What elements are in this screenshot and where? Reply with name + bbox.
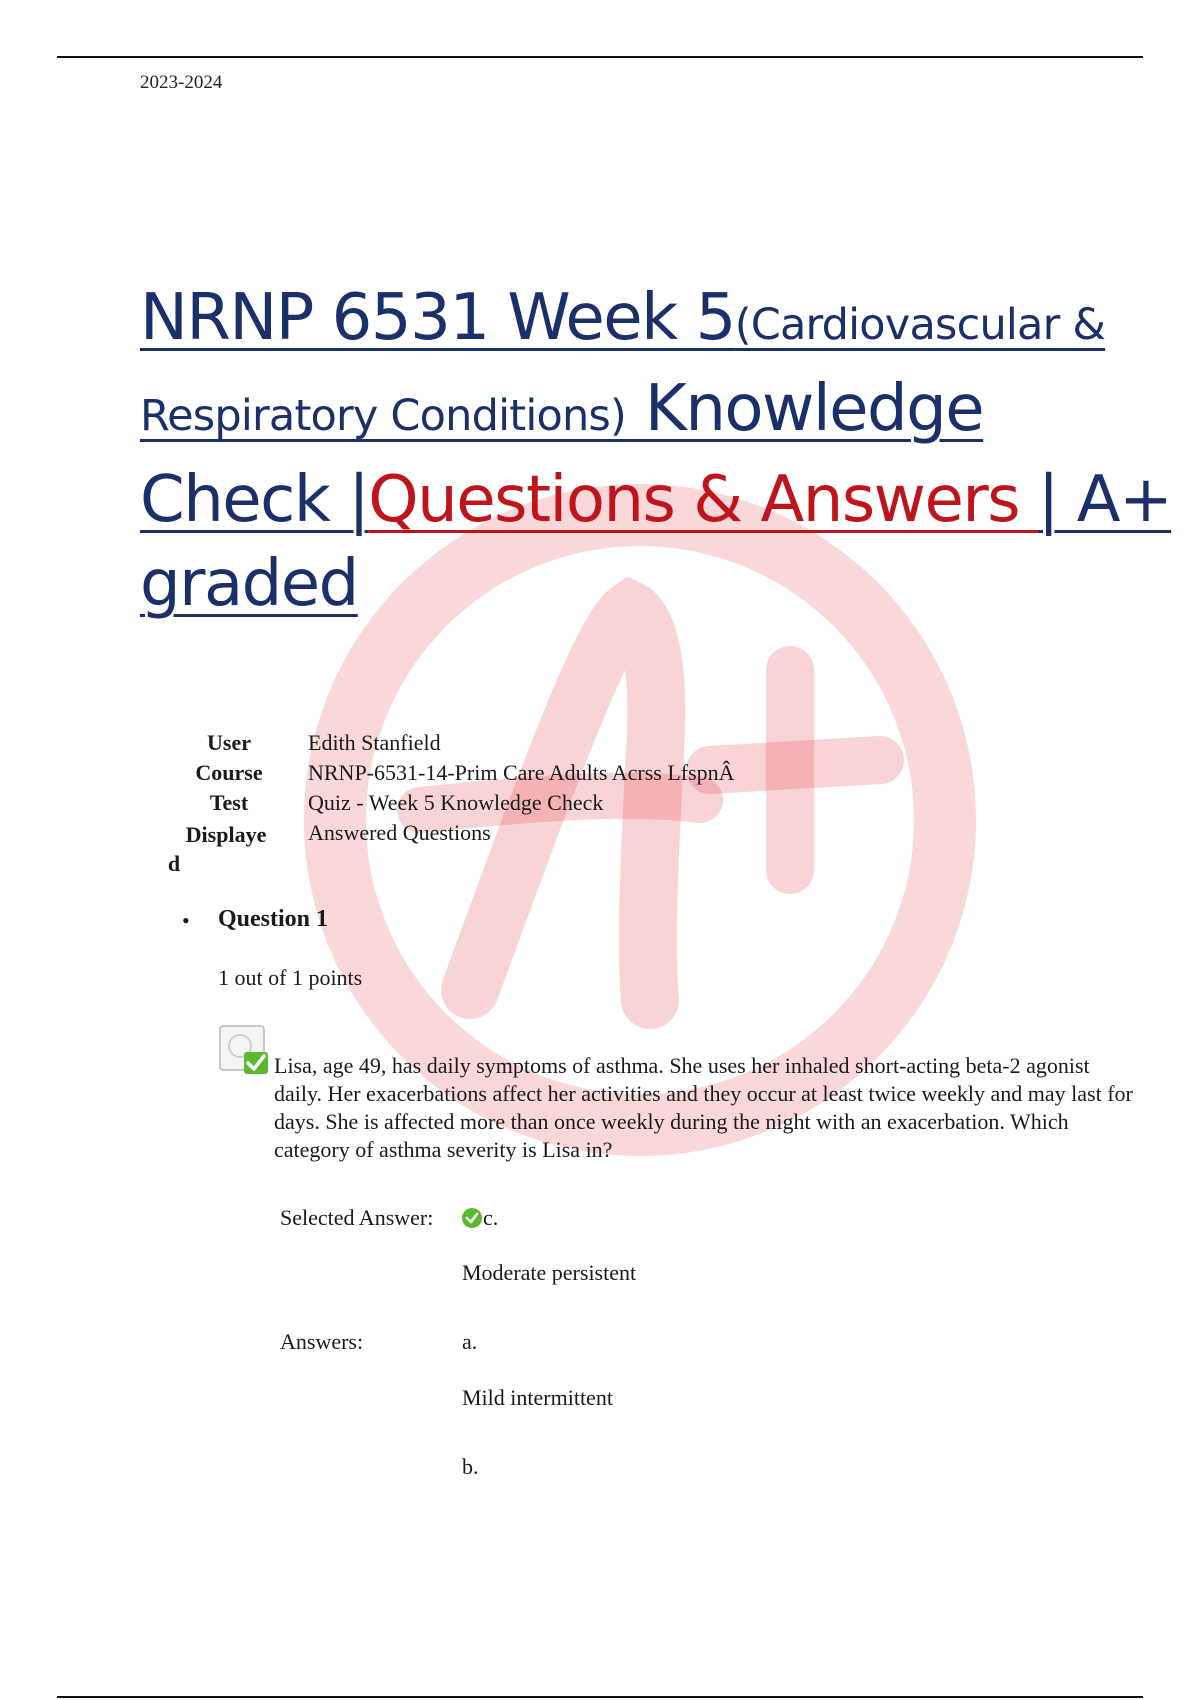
top-rule	[57, 56, 1143, 58]
answer-a-letter: a.	[462, 1329, 478, 1354]
selected-answer-letter: c.	[483, 1205, 499, 1230]
title-line-3	[140, 458, 1172, 542]
title-qa: Questions & Answers	[368, 463, 1038, 537]
course-value: NRNP-6531-14-Prim Care Adults Acrss LfspnÂ	[308, 760, 735, 785]
title-topic-a: (Cardiovascular &	[734, 300, 1106, 350]
displayed-label-part-a: Displaye	[185, 822, 267, 847]
title-topic-b: Respiratory Conditions)	[140, 391, 627, 441]
question-bullet: •	[182, 908, 190, 933]
test-value: Quiz - Week 5 Knowledge Check	[308, 790, 604, 815]
title-graded: graded	[140, 547, 358, 621]
displayed-value: Answered Questions	[308, 820, 491, 845]
title-line-2	[140, 367, 1150, 458]
document-title	[140, 276, 1172, 626]
correct-answer-icon	[218, 1024, 270, 1076]
year-label: 2023-2024	[140, 72, 223, 93]
question-text: Lisa, age 49, has daily symptoms of asthma. She uses her inhaled short-acting beta-2 agonist daily. Her exacerbations affect her activities and they occur at least twice weekly and may last for days. She is affected more than once weekly during the night with an exacerbation. Which category of asthma severity is Lisa in?	[274, 1053, 1133, 1162]
user-value: Edith Stanfield	[308, 730, 441, 755]
question-points: 1 out of 1 points	[218, 965, 363, 990]
check-icon	[461, 1207, 483, 1229]
title-check: Check |	[140, 463, 369, 537]
title-line-1	[140, 276, 1150, 367]
user-label: User	[207, 730, 251, 755]
selected-answer-text: Moderate persistent	[462, 1260, 637, 1285]
course-label: Course	[195, 760, 263, 785]
answer-a-text: Mild intermittent	[462, 1385, 613, 1410]
displayed-label	[162, 820, 290, 878]
question-title: Question 1	[218, 906, 329, 932]
answer-b-letter: b.	[462, 1454, 479, 1479]
title-knowledge: Knowledge	[626, 372, 984, 446]
title-grade: | A+	[1037, 463, 1172, 537]
bottom-rule	[57, 1696, 1143, 1698]
answers-label: Answers:	[280, 1329, 364, 1354]
test-label: Test	[209, 790, 249, 815]
title-course-code: NRNP 6531 Week 5	[140, 281, 735, 355]
selected-answer-label: Selected Answer:	[280, 1205, 434, 1230]
displayed-label-part-b: d	[167, 851, 181, 876]
title-line-4	[140, 542, 1150, 626]
